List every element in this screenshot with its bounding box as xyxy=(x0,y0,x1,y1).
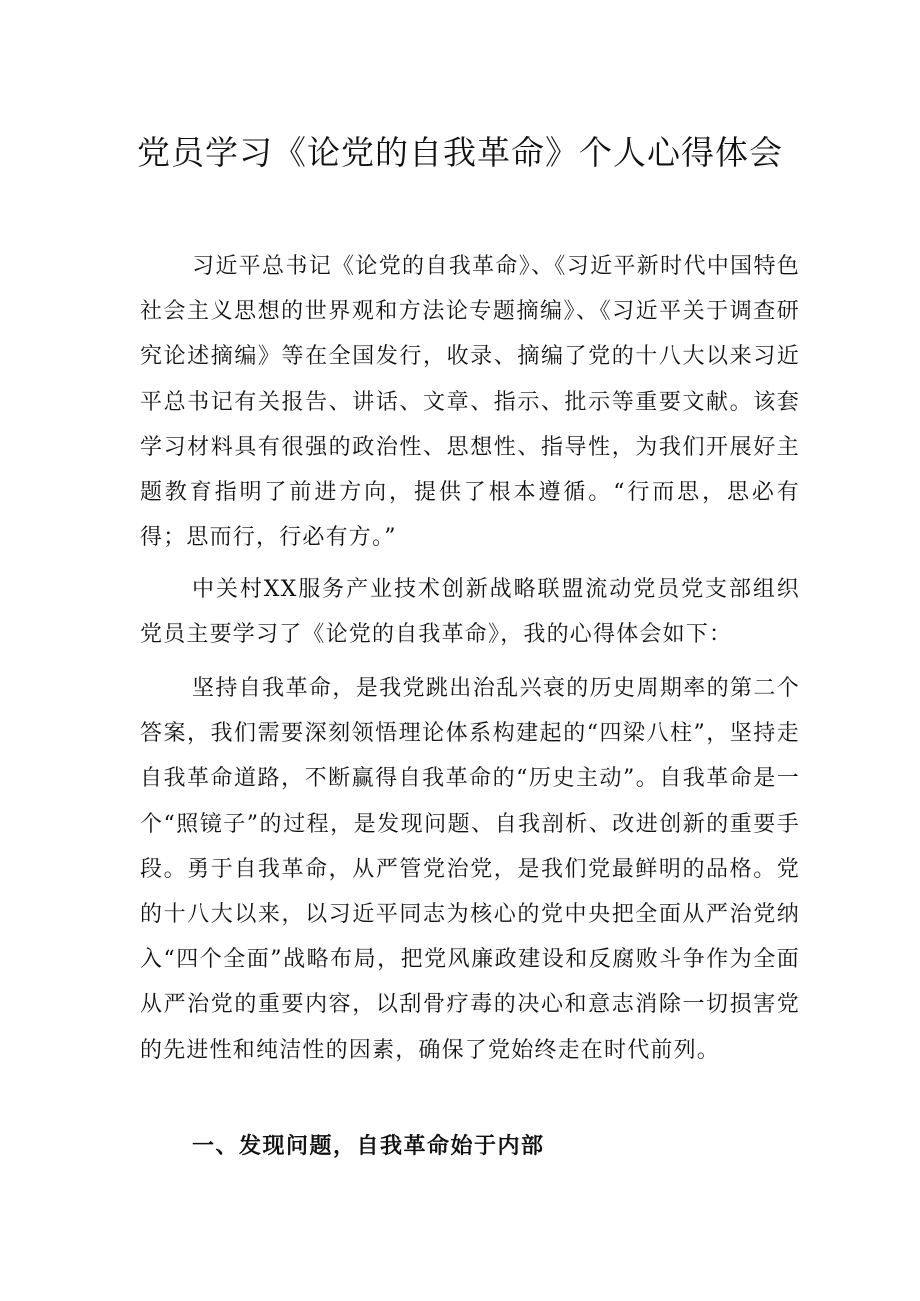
paragraph-self-revolution: 坚持自我革命，是我党跳出治乱兴衰的历史周期率的第二个答案，我们需要深刻领悟理论体系构建起的“四梁八柱”，坚持走自我革命道路，不断赢得自我革命的“历史主动”。自我革命是一个“照镜子”的过程，是发现问题、自我剖析、改进创新的重要手段。勇于自我革命，从严管党治党，是我们党最鲜明的品格。党的十八大以来，以习近平同志为核心的党中央把全面从严治党纳入“四个全面”战略布局，把党风廉政建设和反腐败斗争作为全面从严治党的重要内容，以刮骨疗毒的决心和意志消除一切损害党的先进性和纯洁性的因素，确保了党始终走在时代前列。 xyxy=(140,676,800,1063)
paragraph-intro: 习近平总书记《论党的自我革命》、《习近平新时代中国特色社会主义思想的世界观和方法论专题摘编》、《习近平关于调查研究论述摘编》等在全国发行，收录、摘编了党的十八大以来习近平总书记有关报告、讲话、文章、指示、批示等重要文献。该套学习材料具有很强的政治性、思想性、指导性，为我们开展好主题教育指明了前进方向，提供了根本遵循。“行而思，思必有得；思而行，行必有方。” xyxy=(140,254,800,551)
section-heading-1: 一、发现问题，自我革命始于内部 xyxy=(192,1134,545,1159)
document-title: 党员学习《论党的自我革命》个人心得体会 xyxy=(137,133,783,172)
paragraph-study-organization: 中关村XX服务产业技术创新战略联盟流动党员党支部组织党员主要学习了《论党的自我革命》，我的心得体会如下： xyxy=(140,577,800,648)
